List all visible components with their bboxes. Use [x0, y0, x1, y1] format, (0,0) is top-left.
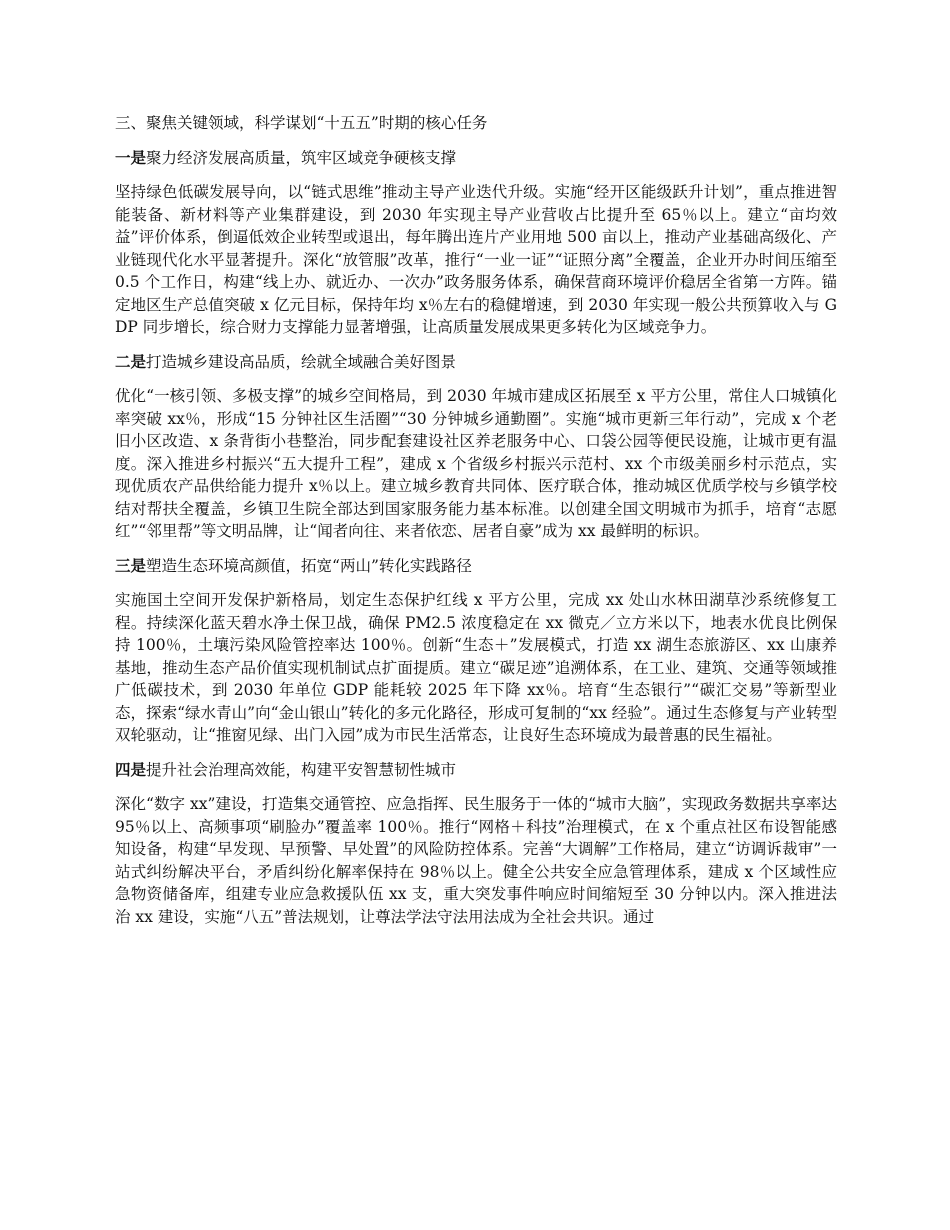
- sub-heading-2: [115, 351, 837, 374]
- sub-heading-lead: 四是: [115, 759, 147, 779]
- document-page: [115, 112, 837, 940]
- paragraph-urban-rural: 优化“一核引领、多极支撑”的城乡空间格局，到 2030 年城市建成区拓展至 x 平方公里，常住人口城镇化率突破 xx％，形成“15 分钟社区生活圈”“30 分钟城乡通勤圈”。实施“城市更新三年行动”，完成 x 个老旧小区改造、x 条背街小巷整治，同步配套建设社区养老服务中心、口袋公园等便民设施，让城市更有温度。深入推进乡村振兴“五大提升工程”，建成 x 个省级乡村振兴示范村、xx 个市级美丽乡村示范点，实现优质农产品供给能力提升 x％以上。建立城乡教育共同体、医疗联合体，推动城区优质学校与乡镇学校结对帮扶全覆盖，乡镇卫生院全部达到国家服务能力基本标准。以创建全国文明城市为抓手，培育“志愿红”“邻里帮”等文明品牌，让“闻者向往、来者依恋、居者自豪”成为 xx 最鲜明的标识。: [115, 387, 837, 540]
- section-title: 三、聚焦关键领域，科学谋划“十五五”时期的核心任务: [115, 114, 488, 132]
- sub-heading-3: [115, 555, 837, 578]
- paragraph-governance: 深化“数字 xx”建设，打造集交通管控、应急指挥、民生服务于一体的“城市大脑”，实现政务数据共享率达 95％以上、高频事项“刷脸办”覆盖率 100％。推行“网格＋科技”治理模式，在 x 个重点社区布设智能感知设备，构建“早发现、早预警、早处置”的风险防控体系。完善“大调解”工作格局，建立“访调诉裁审”一站式纠纷解决平台，矛盾纠纷化解率保持在 98％以上。健全公共安全应急管理体系，建成 x 个区域性应急物资储备库，组建专业应急救援队伍 xx 支，重大突发事件响应时间缩短至 30 分钟以内。深入推进法治 xx 建设，实施“八五”普法规划，让尊法学法守法用法成为全社会共识。通过: [115, 795, 837, 926]
- paragraph-ecology: 实施国土空间开发保护新格局，划定生态保护红线 x 平方公里，完成 xx 处山水林田湖草沙系统修复工程。持续深化蓝天碧水净土保卫战，确保 PM2.5 浓度稳定在 xx 微克／立方米以下，地表水优良比例保持 100％，土壤污染风险管控率达 100％。创新“生态＋”发展模式，打造 xx 湖生态旅游区、xx 山康养基地，推动生态产品价值实现机制试点扩面提质。建立“碳足迹”追溯体系，在工业、建筑、交通等领域推广低碳技术，到 2030 年单位 GDP 能耗较 2025 年下降 xx％。培育“生态银行”“碳汇交易”等新型业态，探索“绿水青山”向“金山银山”转化的多元化路径，形成可复制的“xx 经验”。通过生态修复与产业转型双轮驱动，让“推窗见绿、出门入园”成为市民生活常态，让良好生态环境成为最普惠的民生福祉。: [115, 591, 837, 744]
- sub-heading-text: 塑造生态环境高颜值，拓宽“两山”转化实践路径: [146, 556, 472, 575]
- sub-heading-text: 聚力经济发展高质量，筑牢区域竞争硬核支撑: [146, 148, 457, 167]
- sub-heading-text: 打造城乡建设高品质，绘就全域融合美好图景: [146, 352, 457, 371]
- sub-heading-lead: 三是: [115, 555, 147, 575]
- sub-heading-4: [115, 759, 837, 782]
- sub-heading-lead: 一是: [115, 147, 147, 167]
- sub-heading-1: [115, 147, 837, 170]
- paragraph-economy: 坚持绿色低碳发展导向，以“链式思维”推动主导产业迭代升级。实施“经开区能级跃升计划”，重点推进智能装备、新材料等产业集群建设，到 2030 年实现主导产业营收占比提升至 65％以上。建立“亩均效益”评价体系，倒逼低效企业转型或退出，每年腾出连片产业用地 500 亩以上，推动产业基础高级化、产业链现代化水平显著提升。深化“放管服”改革，推行“一业一证”“证照分离”全覆盖，企业开办时间压缩至 0.5 个工作日，构建“线上办、就近办、一次办”政务服务体系，确保营商环境评价稳居全省第一方阵。锚定地区生产总值突破 x 亿元目标，保持年均 x％左右的稳健增速，到 2030 年实现一般公共预算收入与 GDP 同步增长，综合财力支撑能力显著增强，让高质量发展成果更多转化为区域竞争力。: [115, 183, 837, 336]
- sub-heading-text: 提升社会治理高效能，构建平安智慧韧性城市: [146, 760, 457, 779]
- sub-heading-lead: 二是: [115, 351, 147, 371]
